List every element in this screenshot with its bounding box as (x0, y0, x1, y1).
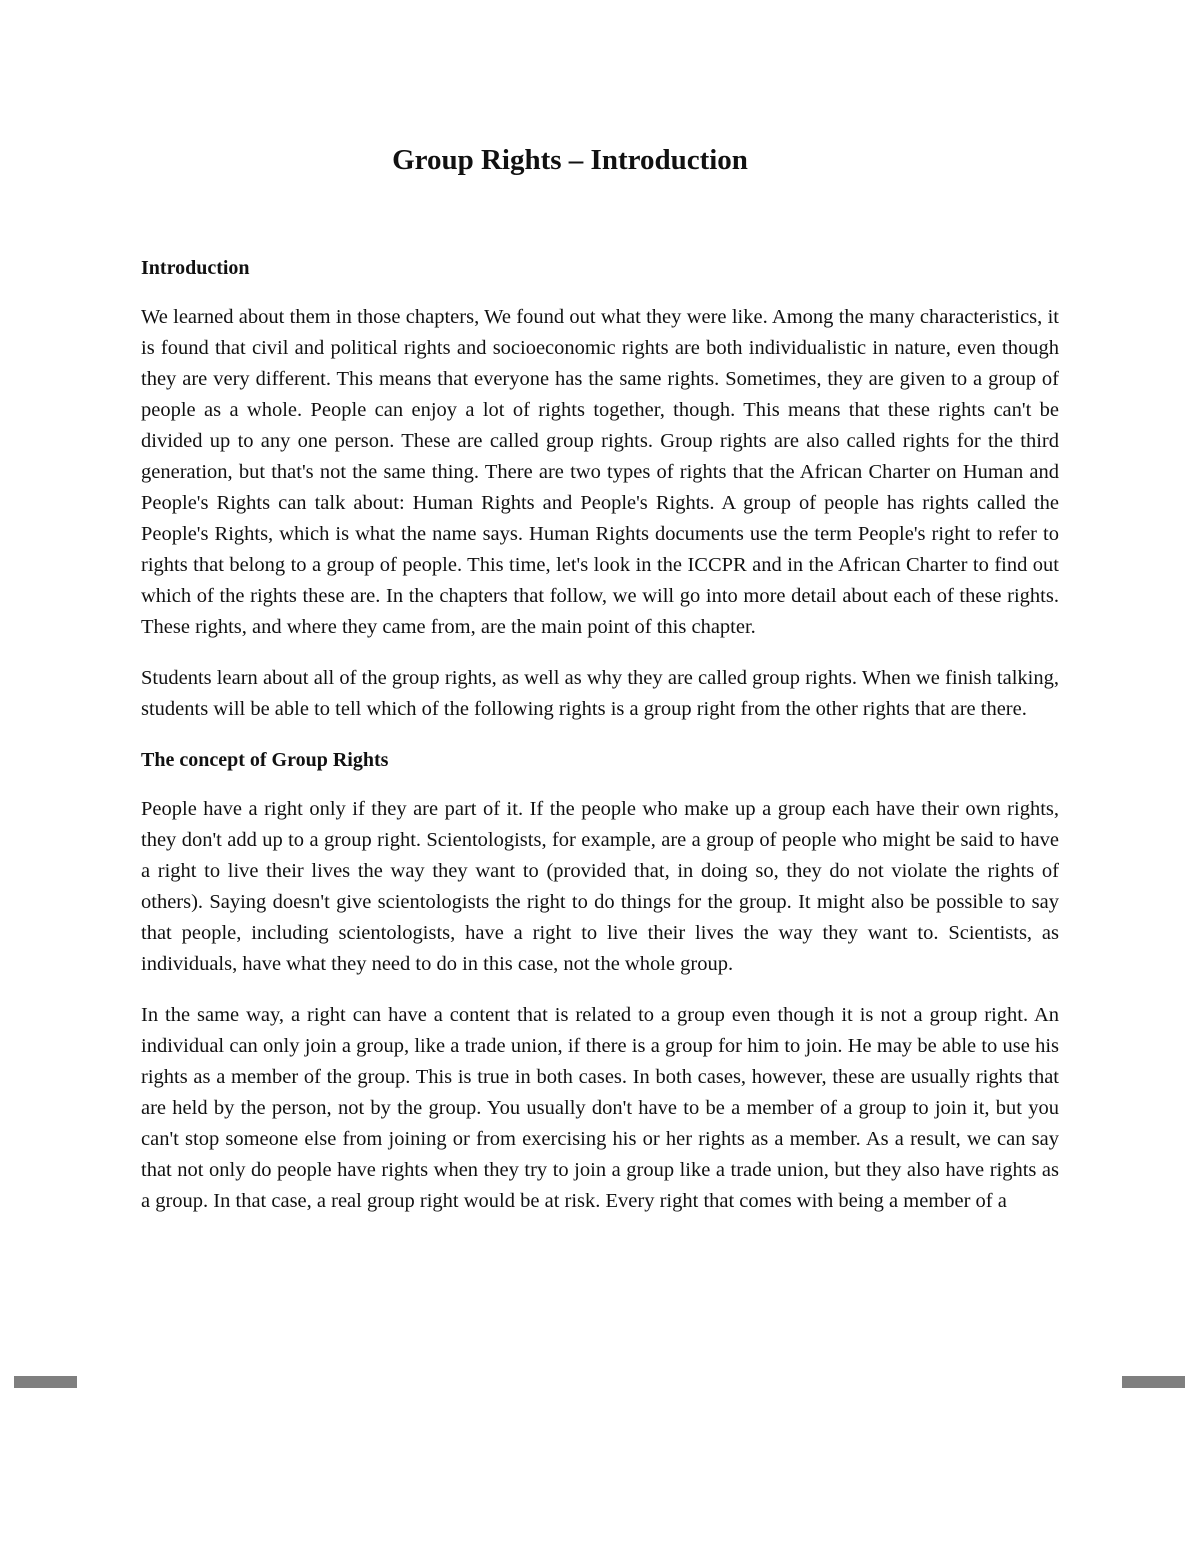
paragraph: Students learn about all of the group rights, as well as why they are called group rights. When we finish talking, students will be able to tell which of the following rights is a group right from the other rights that are there. (141, 667, 1059, 720)
page-title: Group Rights – Introduction (392, 144, 748, 176)
paragraph: In the same way, a right can have a content that is related to a group even though it is not a group right. An individual can only join a group, like a trade union, if there is a group for him to join. He may be able to use his rights as a member of the group. This is true in both cases. In both cases, however, these are usually rights that are held by the person, not by the group. You usually don't have to be a member of a group to join it, but you can't stop someone else from joining or from exercising his or her rights as a member. As a result, we can say that not only do people have rights when they try to join a group like a trade union, but they also have rights as a group. In that case, a real group right would be at risk. Every right that comes with being a member of a (141, 1004, 1059, 1212)
paragraph: People have a right only if they are part of it. If the people who make up a group each have their own rights, they don't add up to a group right. Scientologists, for example, are a group of people who might be said to have a right to live their lives the way they want to (provided that, in doing so, they do not violate the rights of others). Saying doesn't give scientologists the right to do things for the group. It might also be possible to say that people, including scientologists, have a right to live their lives the way they want to. Scientists, as individuals, have what they need to do in this case, not the whole group. (141, 798, 1059, 975)
section-heading-introduction: Introduction (141, 257, 250, 279)
page-break-marker-left (14, 1376, 77, 1388)
document-body (141, 253, 1059, 1237)
page-break-marker-right (1122, 1376, 1185, 1388)
section-heading-concept-of-group-rights: The concept of Group Rights (141, 749, 389, 771)
paragraph: We learned about them in those chapters, We found out what they were like. Among the many characteristics, it is found that civil and political rights and socioeconomic rights are both individualistic in nature, even though they are very different. This means that everyone has the same rights. Sometimes, they are given to a group of people as a whole. People can enjoy a lot of rights together, though. This means that these rights can't be divided up to any one person. These are called group rights. Group rights are also called rights for the third generation, but that's not the same thing. There are two types of rights that the African Charter on Human and People's Rights can talk about: Human Rights and People's Rights. A group of people has rights called the People's Rights, which is what the name says. Human Rights documents use the term People's right to refer to rights that belong to a group of people. This time, let's look in the ICCPR and in the African Charter to find out which of the rights these are. In the chapters that follow, we will go into more detail about each of these rights. These rights, and where they came from, are the main point of this chapter. (141, 306, 1059, 638)
